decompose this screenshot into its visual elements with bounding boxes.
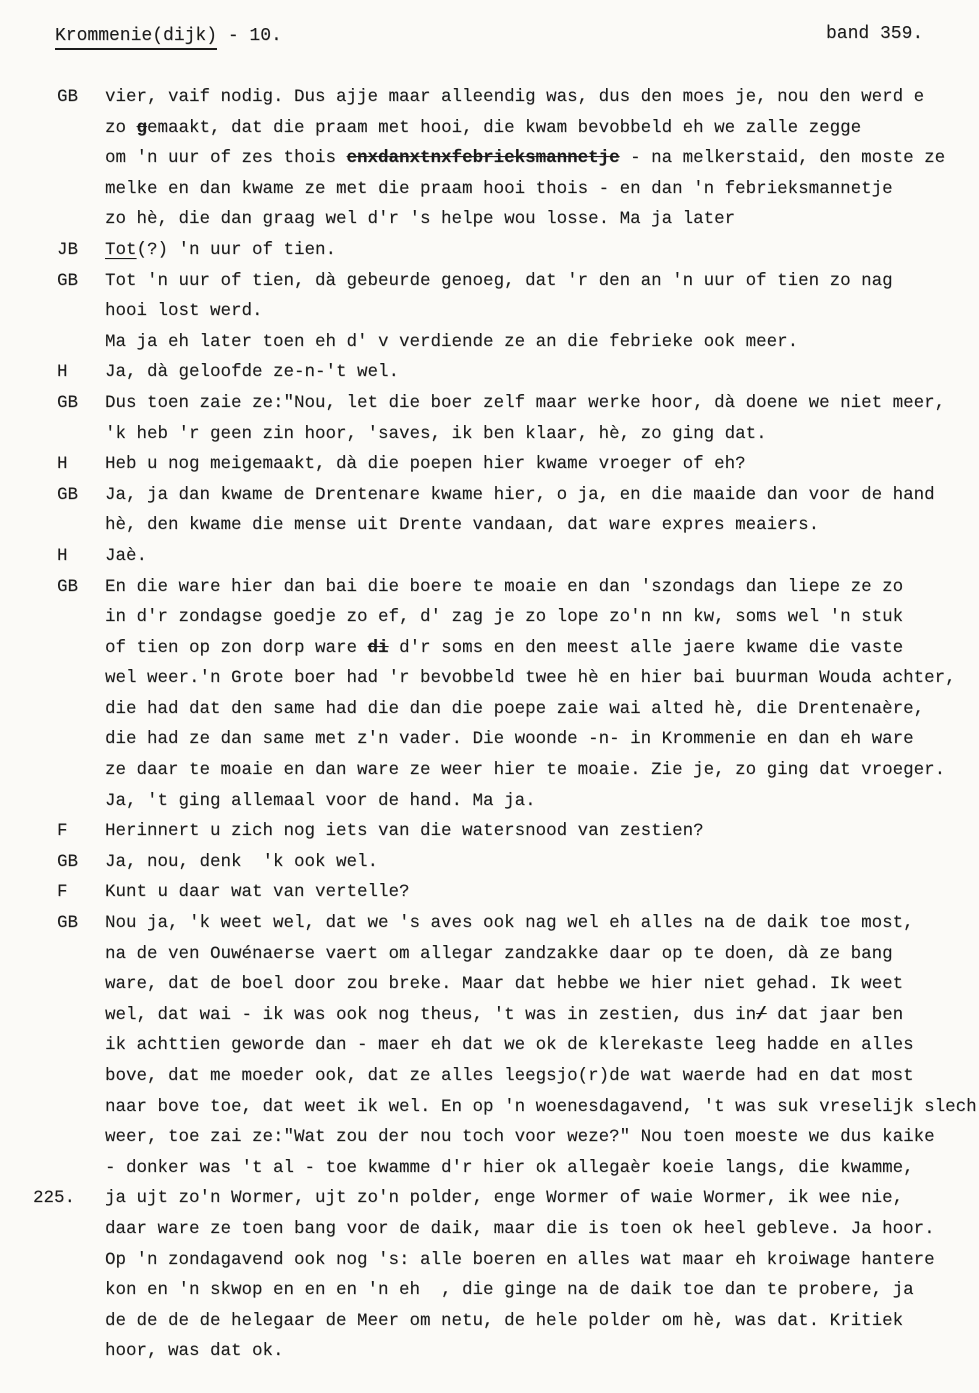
- transcript-line: [0, 419, 979, 450]
- struck-out-text: di: [367, 637, 389, 658]
- text-segment: d'r soms en den meest alle jaere kwame die vaste: [388, 637, 904, 658]
- transcript-line: [0, 1245, 979, 1276]
- text-segment: Jaè.: [105, 545, 148, 566]
- transcript-line: [0, 1000, 979, 1031]
- transcript-line: [0, 143, 979, 174]
- text-segment: Op 'n zondagavend ook nog 's: alle boeren en alles wat maar eh kroiwage hantere: [105, 1249, 935, 1270]
- transcript-line: [0, 82, 979, 113]
- speaker-label: GB: [57, 576, 79, 597]
- line-text: [105, 1092, 979, 1123]
- text-segment: En die ware hier dan bai die boere te moaie en dan 'szondags dan liepe ze zo: [105, 576, 904, 597]
- struck-out-text: enxdanxtnxfebrieksmannetje: [346, 148, 620, 169]
- line-text: [105, 1245, 979, 1276]
- line-text: [105, 204, 979, 235]
- struck-out-text: /: [756, 1004, 767, 1025]
- page-title-rest: - 10.: [217, 26, 282, 46]
- speaker-label: F: [57, 882, 68, 903]
- line-text: [105, 755, 979, 786]
- line-text: [105, 1000, 979, 1031]
- line-text: [105, 1122, 979, 1153]
- text-segment: melke en dan kwame ze met die praam hooi thois - en dan 'n febrieksmannetje: [105, 178, 893, 199]
- line-text: [105, 786, 979, 817]
- line-text: [105, 235, 979, 266]
- line-text: [105, 541, 979, 572]
- text-segment: de de de de helegaar de Meer om netu, de hele polder om hè, was dat. Kritiek: [105, 1310, 904, 1331]
- transcript-line: [0, 1092, 979, 1123]
- line-text: [105, 357, 979, 388]
- text-segment: die had dat den same had die dan die poepe zaie wai alted hè, die Drentenaère,: [105, 698, 925, 719]
- text-segment: hooi lost werd.: [105, 301, 263, 322]
- line-text: [105, 1336, 979, 1367]
- text-segment: ze daar te moaie en dan ware ze weer hier te moaie. Zie je, zo ging dat vroeger.: [105, 760, 946, 781]
- transcript: [0, 82, 979, 1367]
- text-segment: hè, den kwame die mense uit Drente vandaan, dat ware expres meaiers.: [105, 515, 820, 536]
- transcript-line: [0, 1061, 979, 1092]
- line-text: [105, 816, 979, 847]
- transcript-line: [0, 663, 979, 694]
- speaker-label: H: [57, 545, 68, 566]
- page-title-underlined: Krommenie(dijk): [55, 26, 217, 50]
- line-text: [105, 82, 979, 113]
- text-segment: Dus toen zaie ze:"Nou, let die boer zelf maar werke hoor, dà doene we niet meer,: [105, 392, 946, 413]
- line-text: [105, 510, 979, 541]
- speaker-label: GB: [57, 87, 79, 107]
- transcript-line: [0, 1275, 979, 1306]
- text-segment: Ja, nou, denk 'k ook wel.: [105, 851, 379, 872]
- transcript-line: [0, 480, 979, 511]
- speaker-label: JB: [57, 239, 79, 260]
- line-text: [105, 327, 979, 358]
- text-segment: in d'r zondagse goedje zo ef, d' zag je zo lope zo'n nn kw, soms wel 'n stuk: [105, 607, 904, 628]
- text-segment: 'k heb 'r geen zin hoor, 'saves, ik ben klaar, hè, zo ging dat.: [105, 423, 767, 444]
- line-text: [105, 939, 979, 970]
- speaker-label: GB: [57, 270, 79, 291]
- transcript-line: [0, 357, 979, 388]
- band-number: band 359.: [826, 24, 924, 44]
- transcript-line: [0, 1306, 979, 1337]
- transcript-line: [0, 541, 979, 572]
- text-segment: ja ujt zo'n Wormer, ujt zo'n polder, enge Wormer of waie Wormer, ik wee nie,: [105, 1188, 904, 1209]
- line-text: [105, 633, 979, 664]
- transcript-line: [0, 908, 979, 939]
- speaker-label: GB: [57, 484, 79, 505]
- transcript-line: [0, 204, 979, 235]
- struck-out-text: g: [136, 117, 148, 138]
- page-title: [55, 26, 282, 46]
- speaker-label: F: [57, 821, 68, 842]
- line-text: [105, 480, 979, 511]
- text-segment: Ja, 't ging allemaal voor de hand. Ma ja.: [105, 790, 536, 811]
- line-text: [105, 908, 979, 939]
- transcript-line: [0, 296, 979, 327]
- line-text: [105, 847, 979, 878]
- transcript-line: [0, 939, 979, 970]
- speaker-label: GB: [57, 851, 79, 872]
- line-text: [105, 388, 979, 419]
- text-segment: Heb u nog meigemaakt, dà die poepen hier kwame vroeger of eh?: [105, 454, 746, 475]
- transcript-line: [0, 1214, 979, 1245]
- text-segment: daar ware ze toen bang voor de daik, maar die is toen ok heel gebleve. Ja hoor.: [105, 1218, 935, 1239]
- underlined-text: Tot: [105, 239, 137, 260]
- line-text: [105, 1275, 979, 1306]
- transcript-line: [0, 755, 979, 786]
- transcript-line: [0, 266, 979, 297]
- line-text: [105, 1030, 979, 1061]
- line-text: [105, 296, 979, 327]
- transcript-line: [0, 847, 979, 878]
- transcript-line: [0, 1030, 979, 1061]
- line-text: [105, 1061, 979, 1092]
- line-text: [105, 449, 979, 480]
- text-segment: kon en 'n skwop en en en 'n eh , die ginge na de daik toe dan te probere, ja: [105, 1280, 914, 1301]
- text-segment: weer, toe zai ze:"Wat zou der nou toch voor weze?" Nou toen moeste we dus kaike: [105, 1127, 935, 1148]
- text-segment: om 'n uur of zes thois: [105, 148, 347, 169]
- transcript-line: [0, 174, 979, 205]
- line-text: [105, 1214, 979, 1245]
- transcript-line: [0, 602, 979, 633]
- transcript-line: [0, 816, 979, 847]
- transcript-line: [0, 1153, 979, 1184]
- text-segment: Herinnert u zich nog iets van die watersnood van zestien?: [105, 821, 704, 842]
- transcript-line: [0, 1122, 979, 1153]
- text-segment: na de ven Ouwénaerse vaert om allegar zandzakke daar op te doen, dà ze bang: [105, 943, 893, 964]
- line-text: [105, 1306, 979, 1337]
- text-segment: vier, vaif nodig. Dus ajje maar alleendig was, dus den moes je, nou den werd e: [105, 87, 925, 107]
- transcript-line: [0, 633, 979, 664]
- transcript-line: [0, 235, 979, 266]
- speaker-label: GB: [57, 392, 79, 413]
- transcript-line: [0, 786, 979, 817]
- transcript-line: [0, 572, 979, 603]
- transcript-line: [0, 113, 979, 144]
- transcript-line: [0, 1336, 979, 1367]
- text-segment: bove, dat me moeder ook, dat ze alles leegsjo(r)de wat waerde had en dat most: [105, 1066, 914, 1086]
- text-segment: (?) 'n uur of tien.: [136, 239, 337, 260]
- line-text: [105, 572, 979, 603]
- line-text: [105, 143, 979, 174]
- transcript-line: [0, 388, 979, 419]
- margin-number: 225.: [33, 1188, 76, 1209]
- line-text: [105, 1153, 979, 1184]
- text-segment: dat jaar ben: [766, 1004, 904, 1025]
- text-segment: zo: [105, 117, 137, 138]
- text-segment: zo hè, die dan graag wel d'r 's helpe wou losse. Ma ja later: [105, 209, 736, 230]
- text-segment: Ja, dà geloofde ze-n-'t wel.: [105, 362, 400, 383]
- transcript-line: [0, 1183, 979, 1214]
- line-text: [105, 419, 979, 450]
- speaker-label: H: [57, 454, 68, 475]
- transcript-line: [0, 694, 979, 725]
- text-segment: Kunt u daar wat van vertelle?: [105, 882, 410, 903]
- text-segment: of tien op zon dorp ware: [105, 637, 368, 658]
- text-segment: wel weer.'n Grote boer had 'r bevobbeld twee hè en hier bai buurman Wouda achter,: [105, 668, 956, 689]
- transcript-line: [0, 449, 979, 480]
- text-segment: Tot 'n uur of tien, dà gebeurde genoeg, dat 'r den an 'n uur of tien zo nag: [105, 270, 893, 291]
- transcript-line: [0, 724, 979, 755]
- text-segment: ware, dat de boel door zou breke. Maar dat hebbe we hier niet gehad. Ik weet: [105, 974, 904, 995]
- text-segment: Nou ja, 'k weet wel, dat we 's aves ook nag wel eh alles na de daik toe most,: [105, 913, 914, 934]
- text-segment: Ja, ja dan kwame de Drentenare kwame hier, o ja, en die maaide dan voor de hand: [105, 484, 935, 505]
- transcript-line: [0, 969, 979, 1000]
- line-text: [105, 174, 979, 205]
- line-text: [105, 663, 979, 694]
- text-segment: naar bove toe, dat weet ik wel. En op 'n woenesdagavend, 't was suk vreselijk slech: [105, 1096, 977, 1117]
- transcript-line: [0, 327, 979, 358]
- transcript-line: [0, 877, 979, 908]
- text-segment: ik achttien geworde dan - maer eh dat we ok de klerekaste leeg hadde en alles: [105, 1035, 914, 1056]
- line-text: [105, 724, 979, 755]
- text-segment: wel, dat wai - ik was ook nog theus, 't was in zestien, dus in: [105, 1004, 757, 1025]
- text-segment: hoor, was dat ok.: [105, 1341, 284, 1362]
- line-text: [105, 1183, 979, 1214]
- line-text: [105, 969, 979, 1000]
- line-text: [105, 877, 979, 908]
- line-text: [105, 694, 979, 725]
- text-segment: emaakt, dat die praam met hooi, die kwam bevobbeld eh we zalle zegge: [147, 117, 862, 138]
- text-segment: - donker was 't al - toe kwamme d'r hier ok allegaèr koeie langs, die kwamme,: [105, 1157, 914, 1178]
- speaker-label: H: [57, 362, 68, 383]
- line-text: [105, 602, 979, 633]
- line-text: [105, 266, 979, 297]
- line-text: [105, 113, 979, 144]
- speaker-label: GB: [57, 913, 79, 934]
- text-segment: - na melkerstaid, den moste ze: [619, 148, 946, 169]
- text-segment: die had ze dan same met z'n vader. Die woonde -n- in Krommenie en dan eh ware: [105, 729, 914, 750]
- text-segment: Ma ja eh later toen eh d' v verdiende ze an die febrieke ook meer.: [105, 331, 799, 352]
- transcript-line: [0, 510, 979, 541]
